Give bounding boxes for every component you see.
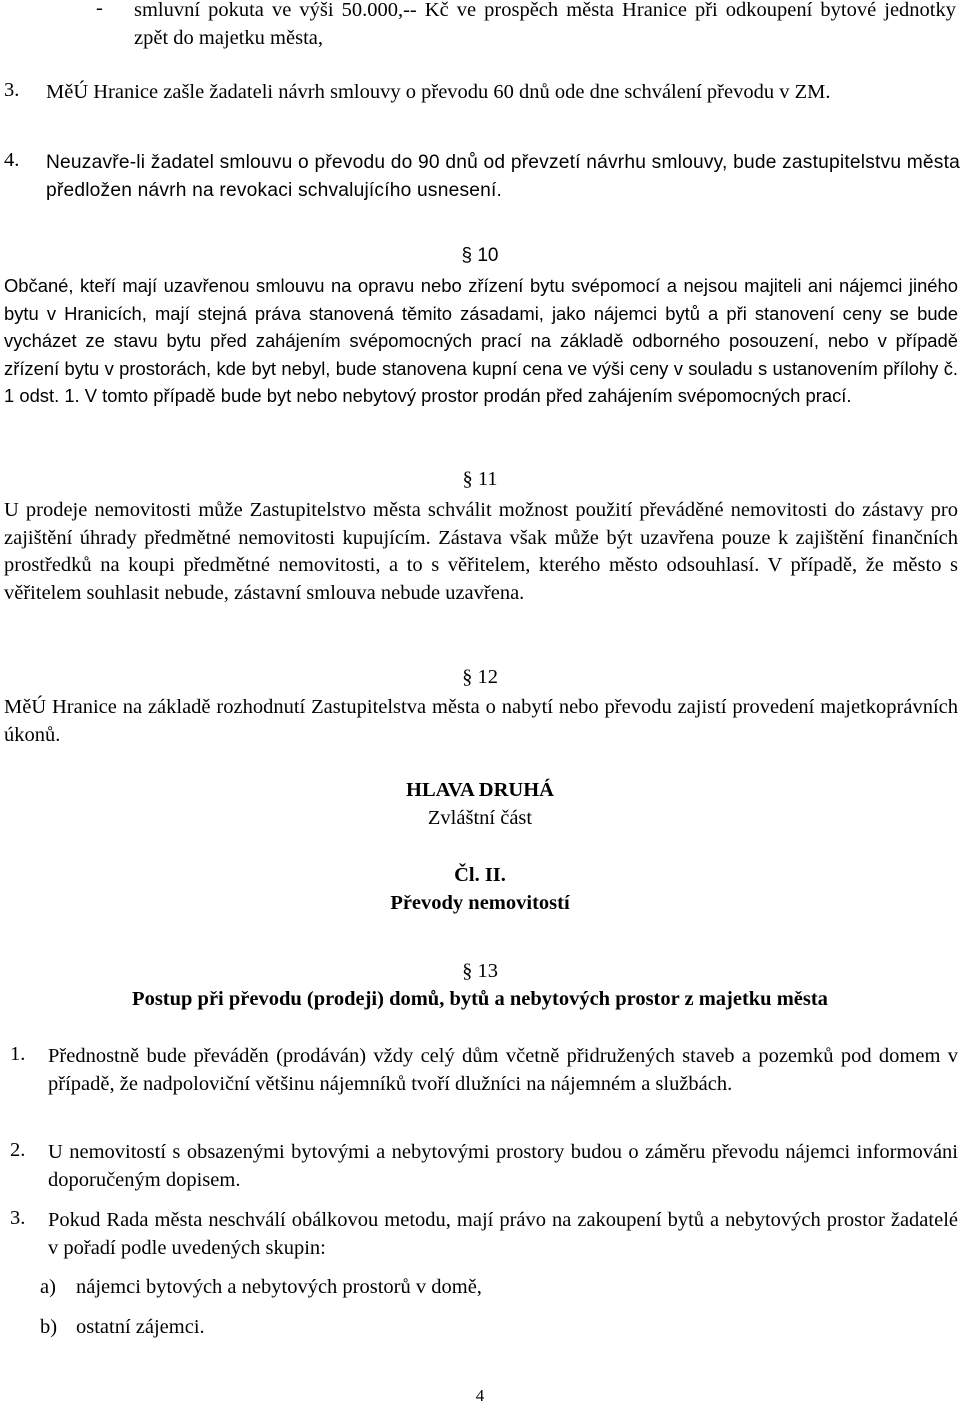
item-3-number: 3. [4,79,20,101]
s13-item-2-number: 2. [10,1139,26,1161]
s13-item-1-number: 1. [10,1043,26,1065]
part-subtitle: Zvláštní část [427,807,533,829]
section-10-heading: § 10 [461,245,499,266]
section-13-heading: § 13 [462,960,498,982]
penalty-text: smluvní pokuta ve výši 50.000,-- Kč ve prospěch města Hranice při odkoupení bytové jednotky zpět do majetku města, [134,0,956,49]
s13-item-3-text: Pokud Rada města neschválí obálkovou metodu, mají právo na zakoupení bytů a nebytových prostor žadatelé v pořadí podle uvedených skupin: [48,1209,958,1259]
part-title: HLAVA DRUHÁ [406,779,554,801]
article-number: Čl. II. [454,864,506,886]
section-12-text: MěÚ Hranice na základě rozhodnutí Zastupitelstva města o nabytí nebo převodu zajistí provedení majetkoprávních úkonů. [4,696,958,746]
section-13-title: Postup při převodu (prodeji) domů, bytů a nebytových prostor z majetku města [132,988,828,1010]
article-title: Převody nemovitostí [390,892,570,914]
item-3-text: MěÚ Hranice zašle žadateli návrh smlouvy o převodu 60 dnů ode dne schválení převodu v ZM. [46,81,831,103]
s13-item-3-number: 3. [10,1207,26,1229]
section-11-text: U prodeje nemovitosti může Zastupitelstvo města schválit možnost použití převáděné nemovitosti do zástavy pro zajištění úhrady předmětné nemovitosti kupujícím. Zástava však může být uzavřena pouze k zajištění finančních prostředků na koupi předmětné nemovitosti, a to s věřitelem, kterého město odsouhlasí. V případě, že město s věřitelem souhlasit nebude, zástavní smlouva nebude uzavřena. [4,499,958,604]
s13-subitem-b-marker: b) [40,1316,58,1338]
s13-item-1-text: Přednostně bude převáděn (prodáván) vždy celý dům včetně přidružených staveb a pozemků pod domem v případě, že nadpoloviční většinu nájemníků tvoří dlužníci na nájemném a službách. [48,1045,958,1095]
s13-item-2-text: U nemovitostí s obsazenými bytovými a nebytovými prostory budou o záměru převodu nájemci informováni doporučeným dopisem. [48,1141,958,1191]
s13-subitem-b-text: ostatní zájemci. [76,1316,205,1338]
section-10-text: Občané, kteří mají uzavřenou smlouvu na opravu nebo zřízení bytu svépomocí a nejsou majiteli ani nájemci jiného bytu v Hranicích, mají stejná práva stanovená těmito zásadami, jako nájemci bytů a při stanovení ceny se bude vycházet ze stavu bytu před zahájením svépomocných prací na základě odborného posouzení, nebo v případě zřízení bytu v prostorách, kde byt nebyl, bude stanovena kupní cena ve výši ceny v souladu s ustanovením přílohy č. 1 odst. 1. V tomto případě bude byt nebo nebytový prostor prodán před zahájením svépomocných prací. [4,275,958,407]
section-12-heading: § 12 [462,666,498,688]
section-11-heading: § 11 [462,468,498,490]
item-4-number: 4. [4,149,20,171]
s13-subitem-a-text: nájemci bytových a nebytových prostorů v domě, [76,1276,482,1298]
dash-marker: - [96,0,103,19]
page-number: 4 [475,1386,485,1405]
s13-subitem-a-marker: a) [40,1276,56,1298]
item-4-text: Neuzavře-li žadatel smlouvu o převodu do 90 dnů od převzetí návrhu smlouvy, bude zastupitelstvu města předložen návrh na revokaci schvalujícího usnesení. [46,152,960,201]
